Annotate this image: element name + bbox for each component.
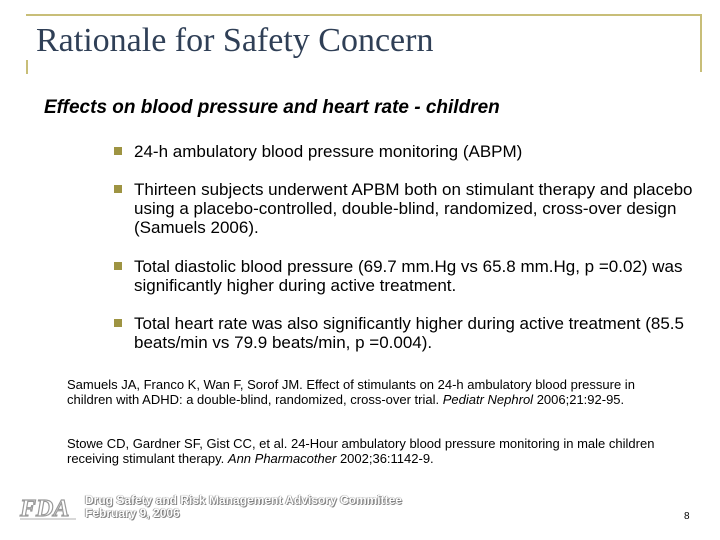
footer-text <box>85 494 402 520</box>
reference-journal: Ann Pharmacother <box>227 450 337 466</box>
fda-logo-icon <box>18 495 80 526</box>
reference-citation: 2006;21:92-95. <box>536 391 625 407</box>
reference-2 <box>67 437 667 466</box>
page-number: 8 <box>684 511 690 522</box>
reference-citation: 2002;36:1142-9. <box>339 450 434 466</box>
slide-title: Rationale for Safety Concern <box>36 22 434 59</box>
bullet-text: Thirteen subjects underwent APBM both on stimulant therapy and placebo using a placebo-controlled, double-blind, randomized, cross-over design (Samuels 2006). <box>134 180 693 237</box>
square-bullet-icon <box>114 147 122 155</box>
bullet-item <box>134 314 694 352</box>
square-bullet-icon <box>114 262 122 270</box>
reference-text: Stowe CD, Gardner SF, Gist CC, et al. 24-Hour ambulatory blood pressure monitoring in male children receiving stimulant therapy. <box>67 436 655 466</box>
square-bullet-icon <box>114 319 122 327</box>
footer-committee: Drug Safety and Risk Management Advisory Committee <box>85 493 402 507</box>
bullet-text: Total diastolic blood pressure (69.7 mm.Hg vs 65.8 mm.Hg, p =0.02) was significantly higher during active treatment. <box>134 257 683 295</box>
svg-text:FDA: FDA <box>20 496 70 521</box>
bullet-item <box>134 180 694 237</box>
slide-subtitle: Effects on blood pressure and heart rate - children <box>44 97 500 118</box>
bullet-text: Total heart rate was also significantly higher during active treatment (85.5 beats/min vs 79.9 beats/min, p =0.004). <box>134 314 684 352</box>
title-frame-left <box>26 60 28 74</box>
bullet-item <box>134 142 694 161</box>
bullet-item <box>134 257 694 295</box>
reference-text: Samuels JA, Franco K, Wan F, Sorof JM. Effect of stimulants on 24-h ambulatory blood pressure in children with ADHD: a double-blind, randomized, cross-over trial. <box>67 377 635 407</box>
reference-journal: Pediatr Nephrol <box>442 391 534 407</box>
footer-date: February 9, 2006 <box>85 506 180 520</box>
square-bullet-icon <box>114 185 122 193</box>
bullet-text: 24-h ambulatory blood pressure monitoring (ABPM) <box>134 142 523 161</box>
reference-1 <box>67 378 667 407</box>
